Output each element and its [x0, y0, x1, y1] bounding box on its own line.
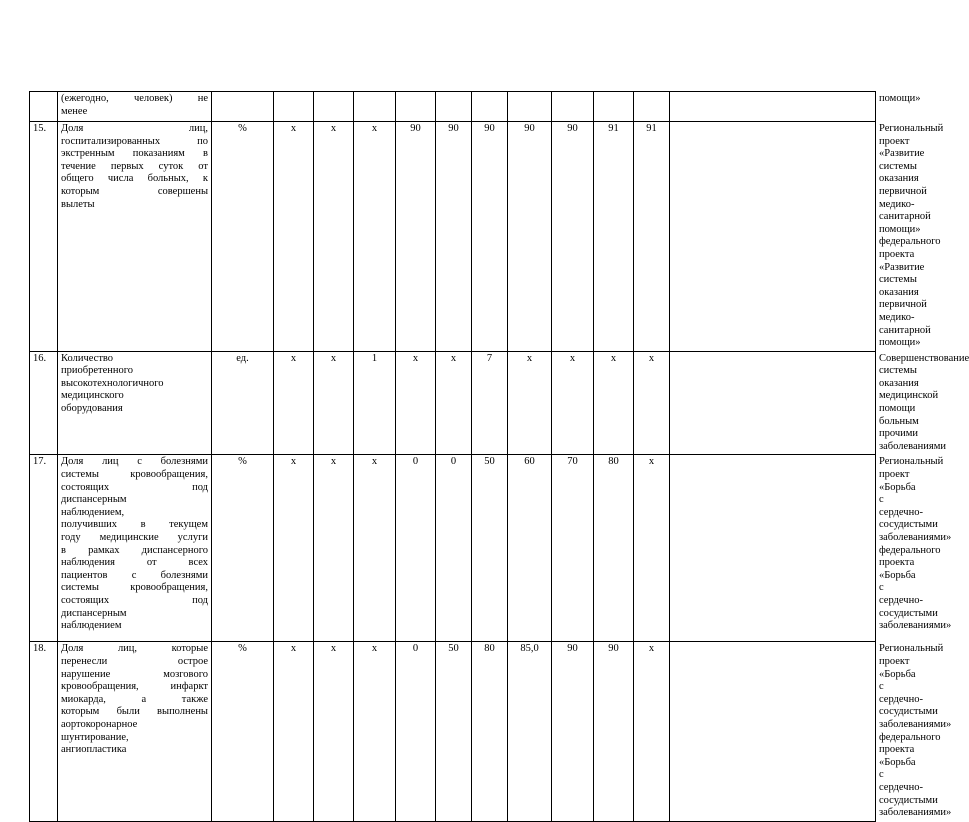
value-cell: x	[594, 351, 634, 455]
indicator-name-line: которым были выполнены	[61, 706, 208, 718]
table-row: 15. Доля лиц, госпитализированных по экстренным показаниям в течение первых суток от общего числа больных, к которым совершены вылеты % x x x 90 90 90 90 90 91 91 Региональный проект «Развитие системы оказания первичной медико-санитарной помощи» федерального проекта «Развитие системы оказания первичной медико-санитарной помощи»	[30, 122, 876, 352]
value-cell: 90	[552, 122, 594, 352]
indicator-name-line: (ежегодно, человек) не	[61, 93, 208, 104]
value-cell	[314, 92, 354, 122]
value-cell: x	[314, 455, 354, 642]
indicator-name-line: Количество	[61, 352, 114, 364]
value-cell: 7	[472, 351, 508, 455]
table-row: 17. Доля лиц с болезнями системы кровообращения, состоящих под диспансерным наблюдением, получивших в текущем году медицинские услуги в рамках диспансерного наблюдения от всех пациентов с болезнями системы кровообращения, состоящих под диспансерным наблюдением % x x x 0 0 50 60 70 80 x Региональный проект «Борьба с сердечно-сосудистыми заболеваниями» федерального проекта «Борьба с сердечно-сосудистыми заболеваниями»	[30, 455, 876, 642]
value-cell: x	[552, 351, 594, 455]
unit-cell	[212, 92, 274, 122]
value-cell	[552, 92, 594, 122]
indicator-name-line: нарушение мозгового	[61, 668, 208, 680]
indicator-name-line: Доля лиц, которые	[61, 643, 208, 655]
indicators-table	[29, 91, 969, 822]
indicator-name-line: диспансерным	[61, 494, 127, 506]
value-cell: 0	[436, 455, 472, 642]
indicator-name	[58, 455, 212, 642]
value-cell: 90	[594, 642, 634, 821]
indicator-name-line: наблюдением	[61, 620, 122, 632]
value-cell	[670, 122, 876, 352]
indicator-name-line: состоящих под	[61, 481, 208, 493]
indicator-name-line: которым совершены	[61, 185, 208, 197]
value-cell	[436, 92, 472, 122]
value-cell	[508, 92, 552, 122]
indicator-name-line: медицинского	[61, 390, 124, 402]
value-cell: x	[436, 351, 472, 455]
value-cell: x	[634, 455, 670, 642]
indicator-name-line: экстренным показаниям в	[61, 148, 208, 160]
indicator-name-line: получивших в текущем	[61, 519, 208, 531]
indicator-name-line: пациентов с болезнями	[61, 569, 208, 581]
indicator-name-line: миокарда, а также	[61, 693, 208, 705]
value-cell: 90	[508, 122, 552, 352]
value-cell	[274, 92, 314, 122]
value-cell: x	[508, 351, 552, 455]
indicator-name-line: диспансерным	[61, 607, 127, 619]
value-cell: 90	[552, 642, 594, 821]
value-cell: 0	[396, 455, 436, 642]
value-cell: 90	[472, 122, 508, 352]
indicator-name-line: перенесли острое	[61, 656, 208, 668]
indicator-name	[58, 92, 212, 122]
indicator-name-line: течение первых суток от	[61, 160, 208, 172]
value-cell	[472, 92, 508, 122]
value-cell	[354, 92, 396, 122]
value-cell	[670, 92, 876, 122]
indicator-name-line: менее	[61, 105, 88, 117]
value-cell: 80	[594, 455, 634, 642]
indicator-name-line: аортокоронарное	[61, 719, 138, 730]
value-cell: x	[274, 122, 314, 352]
indicator-name	[58, 122, 212, 352]
indicator-name-line: кровообращения, инфаркт	[61, 681, 208, 693]
indicator-name-line: году медицинские услуги	[61, 532, 208, 543]
value-cell: 91	[594, 122, 634, 352]
unit-cell: ед.	[212, 351, 274, 455]
value-cell: 80	[472, 642, 508, 821]
indicator-name-line: приобретенного	[61, 365, 134, 377]
value-cell: 50	[436, 642, 472, 821]
value-cell: x	[274, 455, 314, 642]
value-cell: 85,0	[508, 642, 552, 821]
value-cell: x	[354, 642, 396, 821]
value-cell	[634, 92, 670, 122]
indicator-name-line: системы кровообращения,	[61, 469, 208, 481]
unit-cell: %	[212, 455, 274, 642]
indicator-name-line: Доля лиц,	[61, 123, 208, 134]
value-cell	[670, 642, 876, 821]
row-number: 18.	[30, 642, 58, 821]
value-cell: 60	[508, 455, 552, 642]
value-cell: 1	[354, 351, 396, 455]
row-number: 17.	[30, 455, 58, 642]
indicator-name-line: оборудования	[61, 403, 123, 415]
indicator-name-line: наблюдения от всех	[61, 557, 208, 569]
unit-cell: %	[212, 122, 274, 352]
indicator-name-line: ангиопластика	[61, 744, 127, 756]
value-cell: x	[354, 122, 396, 352]
indicator-name-line: высокотехнологичного	[61, 377, 164, 389]
value-cell: x	[314, 351, 354, 455]
unit-cell: %	[212, 642, 274, 821]
indicator-name-line: общего числа больных, к	[61, 173, 208, 185]
value-cell: 50	[472, 455, 508, 642]
value-cell	[594, 92, 634, 122]
indicator-name-line: шунтирование,	[61, 731, 129, 743]
value-cell: 70	[552, 455, 594, 642]
indicator-name-line: состоящих под	[61, 594, 208, 606]
row-number	[30, 92, 58, 122]
row-number: 15.	[30, 122, 58, 352]
indicator-name	[58, 351, 212, 455]
value-cell: x	[274, 642, 314, 821]
value-cell: x	[634, 642, 670, 821]
indicator-name-line: Доля лиц с болезнями	[61, 456, 208, 468]
value-cell: x	[396, 351, 436, 455]
row-number: 16.	[30, 351, 58, 455]
value-cell: x	[634, 351, 670, 455]
value-cell: 91	[634, 122, 670, 352]
value-cell: 90	[436, 122, 472, 352]
indicator-name-line: в рамках диспансерного	[61, 544, 208, 556]
indicator-name-line: наблюдением,	[61, 506, 125, 518]
value-cell: x	[314, 122, 354, 352]
value-cell	[670, 455, 876, 642]
value-cell	[396, 92, 436, 122]
value-cell: x	[274, 351, 314, 455]
table-row: 16. Количество приобретенного высокотехнологичного медицинского оборудования ед. x x 1 x x 7 x x x x Совершенствование системы оказания медицинской помощи больным прочими заболеваниями	[30, 351, 876, 455]
indicator-name-line: вылеты	[61, 198, 95, 210]
value-cell: x	[354, 455, 396, 642]
table-row: (ежегодно, человек) не менее помощи»	[30, 92, 876, 122]
value-cell: 90	[396, 122, 436, 352]
value-cell: x	[314, 642, 354, 821]
value-cell: 0	[396, 642, 436, 821]
table-row: 18. Доля лиц, которые перенесли острое нарушение мозгового кровообращения, инфаркт миокарда, а также которым были выполнены аортокоронарное шунтирование, ангиопластика % x x x 0 50 80 85,0 90 90 x Региональный проект «Борьба с сердечно-сосудистыми заболеваниями» федерального проекта «Борьба с сердечно-сосудистыми заболеваниями»	[30, 642, 876, 821]
indicator-name-line: системы кровообращения,	[61, 582, 208, 594]
indicator-name-line: госпитализированных по	[61, 135, 208, 147]
table-body	[30, 92, 969, 822]
indicator-name	[58, 642, 212, 821]
value-cell	[670, 351, 876, 455]
